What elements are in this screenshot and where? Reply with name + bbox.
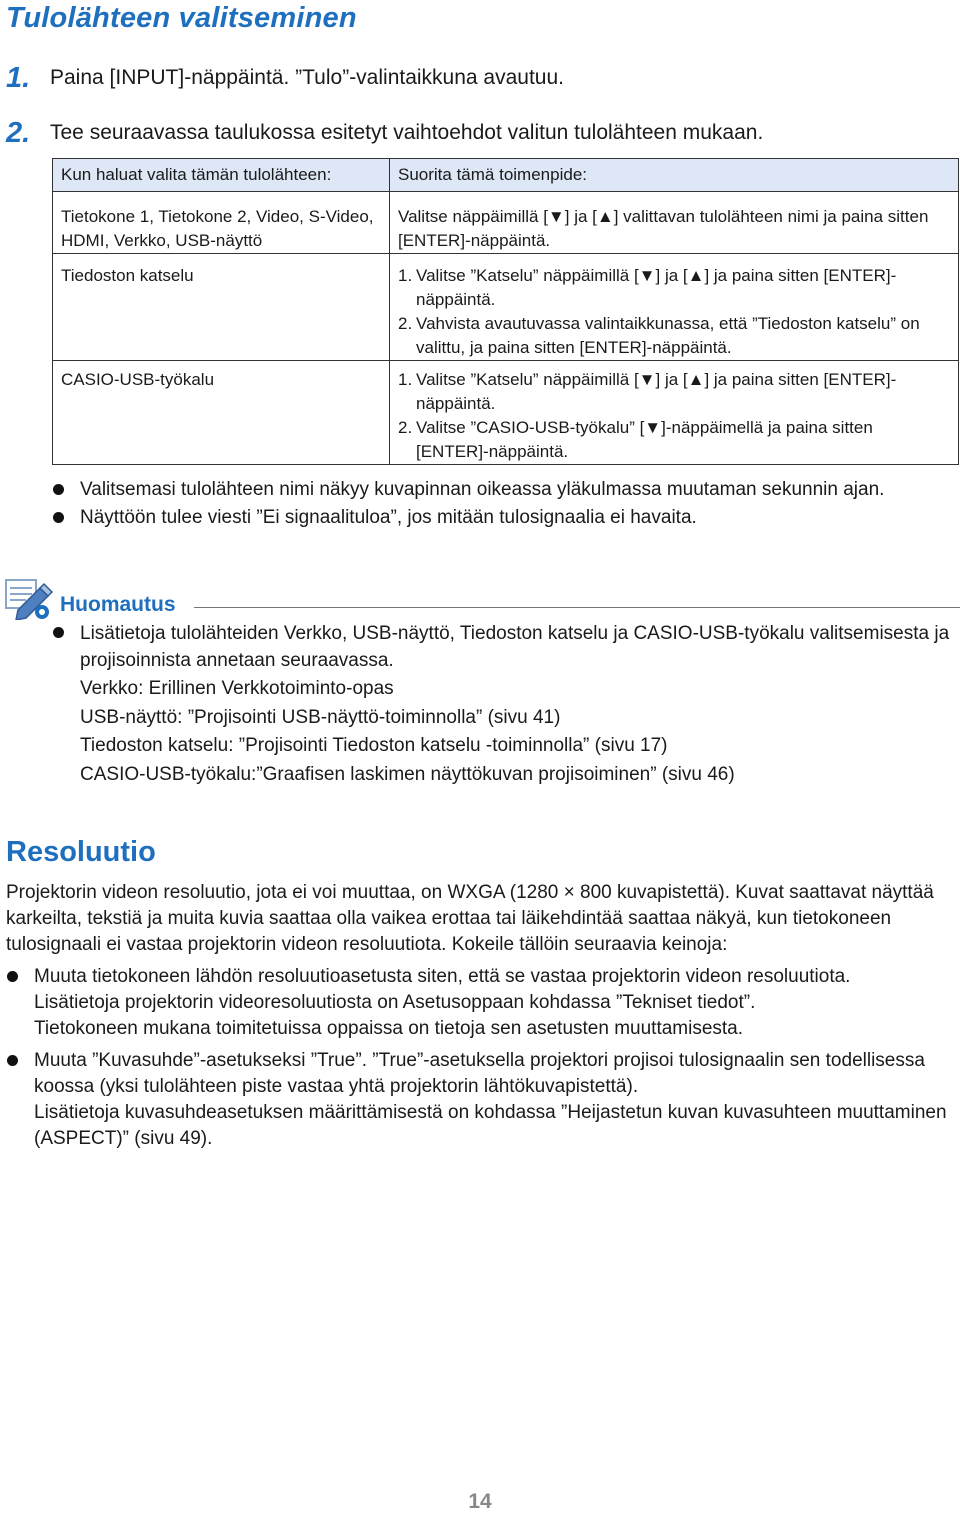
step-number: 2. <box>6 117 31 149</box>
table-cell-source: Tietokone 1, Tietokone 2, Video, S-Video, HDMI, Verkko, USB-näyttö <box>53 192 390 254</box>
list-item-text: Tietokoneen mukana toimitetuissa oppaissa on tietoja sen asetusten muuttamisesta. <box>34 1018 744 1039</box>
bullet-icon <box>7 971 18 982</box>
pencil-note-icon <box>4 576 56 620</box>
action-step-text: Valitse ”Katselu” näppäimillä [▼] ja [▲] ja paina sitten [ENTER]-näppäintä. <box>416 370 897 413</box>
bullet-icon <box>53 512 64 523</box>
note-divider <box>194 607 960 608</box>
list-item <box>52 505 952 530</box>
step-1 <box>6 62 564 95</box>
step-number: 1. <box>6 62 31 94</box>
step-text: Tee seuraavassa taulukossa esitetyt vaihtoehdot valitun tulolähteen mukaan. <box>50 121 764 144</box>
note-reference: USB-näyttö: ”Projisointi USB-näyttö-toiminnolla” (sivu 41) <box>80 706 561 728</box>
bullet-list <box>52 477 952 530</box>
table-header-source: Kun haluat valita tämän tulolähteen: <box>53 159 390 192</box>
list-item-text: Lisätietoja kuvasuhdeasetuksen määrittämisestä on kohdassa ”Heijastetun kuvan kuvasuhteen muuttaminen (ASPECT)” (sivu 49). <box>34 1102 947 1149</box>
action-step-text: Valitse ”CASIO-USB-työkalu” [▼]-näppäimellä ja paina sitten [ENTER]-näppäintä. <box>416 418 873 461</box>
list-item-text: Lisätietoja projektorin videoresoluutiosta on Asetusoppaan kohdassa ”Tekniset tiedot”. <box>34 992 756 1013</box>
list-item-text: Lisätietoja tulolähteiden Verkko, USB-näyttö, Tiedoston katselu ja CASIO-USB-työkalu valitsemisesta ja projisoinnista annetaan seuraavassa. <box>80 623 950 671</box>
note-references <box>52 675 952 789</box>
section-heading: Tulolähteen valitseminen <box>6 2 357 34</box>
page-number: 14 <box>468 1490 492 1513</box>
table-row <box>53 192 959 254</box>
note-reference: Tiedoston katselu: ”Projisointi Tiedoston katselu -toiminnolla” (sivu 17) <box>80 735 668 756</box>
action-step-number: 1. <box>398 266 413 285</box>
resolution-bullet-list <box>6 964 956 1152</box>
table-cell-action <box>390 254 959 361</box>
note-content <box>52 620 952 789</box>
resolution-paragraph: Projektorin videon resoluutio, jota ei voi muuttaa, on WXGA (1280 × 800 kuvapistettä). Kuvat saattavat näyttää karkeilta, tekstiä ja muita kuvia saattaa olla vaikea erottaa tai läikehdintää saattaa näkyä, kun tietokoneen tulosignaali ei vastaa projektorin videon resoluutiota. Kokeile tällöin seuraavia keinoja: <box>6 882 934 955</box>
list-item <box>6 1048 956 1152</box>
list-item-text: Valitsemasi tulolähteen nimi näkyy kuvapinnan oikeassa yläkulmassa muutaman sekunnin ajan. <box>80 479 885 500</box>
list-item-text: Muuta tietokoneen lähdön resoluutioasetusta siten, että se vastaa projektorin videon resoluutiota. <box>34 966 851 987</box>
action-step-text: Valitse ”Katselu” näppäimillä [▼] ja [▲] ja paina sitten [ENTER]-näppäintä. <box>416 266 897 309</box>
action-step <box>398 264 950 312</box>
bullet-icon <box>53 627 64 638</box>
note-reference: Verkko: Erillinen Verkkotoiminto-opas <box>80 678 394 699</box>
list-item <box>52 620 952 674</box>
action-step-number: 1. <box>398 370 413 389</box>
note-reference: CASIO-USB-työkalu:”Graafisen laskimen näyttökuvan projisoiminen” (sivu 46) <box>80 763 735 785</box>
bullet-icon <box>7 1055 18 1066</box>
table-cell-action: Valitse näppäimillä [▼] ja [▲] valittavan tulolähteen nimi ja paina sitten [ENTER]-näppäintä. <box>390 192 959 254</box>
table-header-row <box>53 159 959 192</box>
list-item <box>6 964 956 1042</box>
bullet-icon <box>53 484 64 495</box>
resolution-heading: Resoluutio <box>6 836 156 868</box>
action-step-number: 2. <box>398 418 413 437</box>
table-cell-action <box>390 361 959 465</box>
action-step <box>398 368 950 416</box>
list-item <box>52 477 952 502</box>
table-row <box>53 361 959 465</box>
action-step <box>398 416 950 464</box>
list-item-text: Muuta ”Kuvasuhde”-asetukseksi ”True”. ”True”-asetuksella projektori projisoi tulosignaalin sen todellisessa koossa (yksi tulolähteen piste vastaa yhtä projektorin lähtökuvapistettä). <box>34 1050 925 1097</box>
action-step-text: Vahvista avautuvassa valintaikkunassa, että ”Tiedoston katselu” on valittu, ja paina sitten [ENTER]-näppäintä. <box>416 314 920 357</box>
list-item-text: Näyttöön tulee viesti ”Ei signaalituloa”, jos mitään tulosignaalia ei havaita. <box>80 507 697 528</box>
table-header-action: Suorita tämä toimenpide: <box>390 159 959 192</box>
table-cell-source: Tiedoston katselu <box>53 254 390 361</box>
table-row <box>53 254 959 361</box>
note-title: Huomautus <box>60 593 176 616</box>
step-2 <box>6 117 763 150</box>
table-cell-source: CASIO-USB-työkalu <box>53 361 390 465</box>
action-step <box>398 312 950 360</box>
action-step-number: 2. <box>398 314 413 333</box>
input-source-table <box>52 158 959 465</box>
step-text: Paina [INPUT]-näppäintä. ”Tulo”-valintaikkuna avautuu. <box>50 66 564 89</box>
note-header <box>4 576 960 620</box>
